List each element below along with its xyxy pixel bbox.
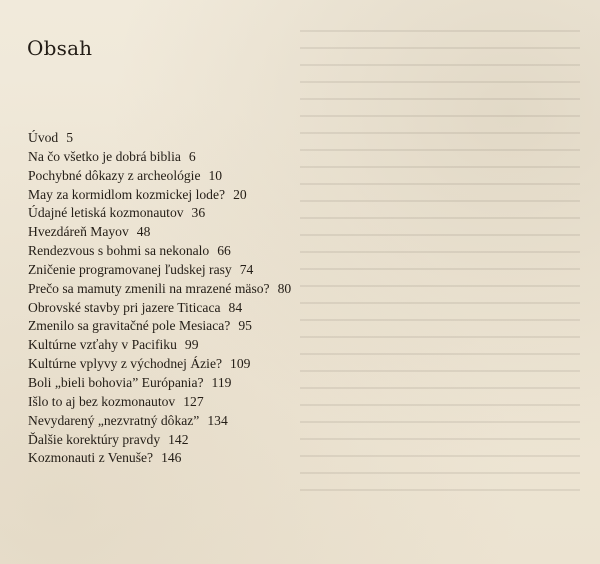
toc-entry-page: 20 (233, 186, 247, 202)
toc-entry-label: Údajné letiská kozmonautov (28, 205, 184, 221)
toc-entry-page: 10 (208, 167, 223, 183)
toc-entry-label: Kultúrne vplyvy z východnej Ázie? (28, 356, 223, 372)
toc-entry-page: 99 (184, 337, 199, 353)
toc-entry-label: Ďalšie korektúry pravdy (28, 431, 161, 447)
toc-entry-label: Zmenilo sa gravitačné pole Mesiaca? (28, 318, 231, 334)
toc-entry (28, 261, 291, 280)
toc-entry-label: Išlo to aj bez kozmonautov (28, 393, 176, 409)
toc-entry (28, 355, 291, 374)
toc-entry-page: 5 (66, 130, 74, 145)
toc-entry (28, 280, 291, 299)
toc-entry-page: 119 (211, 374, 232, 390)
toc-entry (28, 449, 291, 468)
toc-entry (28, 317, 291, 336)
toc-entry-label: Prečo sa mamuty zmenili na mrazené mäso? (28, 280, 270, 296)
toc-entry-page: 142 (168, 431, 189, 447)
toc-entry (28, 204, 291, 223)
toc-entry-page: 84 (228, 299, 243, 315)
toc-entry-page: 80 (277, 280, 292, 296)
toc-entry (28, 148, 291, 167)
toc-entry-page: 127 (183, 393, 204, 409)
toc-entry-page: 6 (188, 148, 196, 164)
toc-entry-label: Zničenie programovanej ľudskej rasy (28, 261, 232, 277)
page-title: Obsah (27, 36, 93, 60)
toc-entry (28, 186, 291, 205)
toc-entry (28, 299, 291, 318)
toc-entry (28, 223, 291, 242)
toc-entry-page: 48 (136, 224, 151, 240)
toc-entry-label: Kozmonauti z Venuše? (28, 450, 154, 466)
toc-entry-page: 36 (191, 205, 206, 221)
toc-entry (28, 167, 291, 186)
toc-entry (28, 336, 291, 355)
toc-entry-label: Nevydarený „nezvratný dôkaz” (28, 412, 200, 428)
toc-entry-page: 134 (207, 412, 228, 428)
table-of-contents (28, 129, 291, 468)
toc-entry-page: 66 (217, 243, 231, 259)
toc-entry-label: Obrovské stavby pri jazere Titicaca (28, 299, 221, 315)
toc-entry-label: Boli „bieli bohovia” Európania? (28, 374, 204, 390)
toc-entry (28, 242, 291, 261)
toc-entry (28, 393, 291, 412)
toc-entry-label: Hvezdáreň Mayov (28, 224, 129, 240)
toc-entry (28, 431, 291, 450)
toc-entry (28, 374, 291, 393)
toc-entry (28, 412, 291, 431)
toc-entry-page: 74 (239, 261, 254, 277)
toc-entry-label: Rendezvous s bohmi sa nekonalo (28, 243, 210, 259)
toc-entry-page: 95 (238, 318, 252, 334)
toc-entry (28, 129, 291, 148)
toc-entry-page: 109 (230, 356, 251, 372)
toc-entry-label: Úvod (28, 130, 59, 145)
show-through-text (300, 30, 580, 500)
toc-entry-label: Kultúrne vzťahy v Pacifiku (28, 337, 177, 353)
toc-entry-page: 146 (161, 450, 182, 466)
toc-entry-label: Na čo všetko je dobrá biblia (28, 148, 181, 164)
toc-entry-label: Pochybné dôkazy z archeológie (28, 167, 201, 183)
toc-entry-label: May za kormidlom kozmickej lode? (28, 186, 226, 202)
